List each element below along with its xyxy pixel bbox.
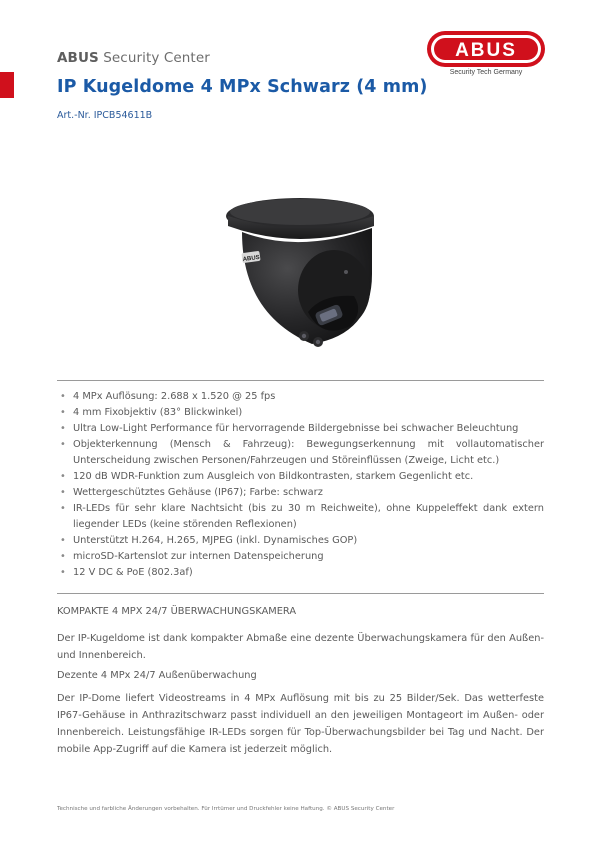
list-item: • 4 mm Fixobjektiv (83° Blickwinkel) [60, 407, 243, 418]
brand-suffix: Security Center [98, 50, 210, 66]
list-item: • Wettergeschütztes Gehäuse (IP67); Farbe: schwarz [60, 487, 323, 498]
list-item: • Unterstützt H.264, H.265, MJPEG (inkl. Dynamisches GOP) [60, 535, 358, 546]
logo-wordmark: ABUS [455, 40, 517, 61]
feature-list [60, 389, 544, 581]
brand-name: ABUS [57, 50, 99, 66]
dome-camera-image [222, 194, 382, 358]
divider-top [57, 380, 544, 381]
footer-disclaimer: Technische und farbliche Änderungen vorbehalten. Für Irrtümer und Druckfehler keine Haftung. © ABUS Security Center [57, 806, 395, 812]
description-heading: KOMPAKTE 4 MPX 24/7 ÜBERWACHUNGSKAMERA [57, 606, 297, 617]
description-intro: Der IP-Kugeldome ist dank kompakter Abmaße eine dezente Überwachungskamera für den Außen- und Innenbereich. [57, 633, 544, 661]
article-number: Art.-Nr. IPCB54611B [57, 110, 153, 121]
brand-line [57, 50, 210, 66]
list-item: • 12 V DC & PoE (802.3af) [60, 567, 193, 578]
list-item: • Ultra Low-Light Performance für hervorragende Bildergebnisse bei schwacher Beleuchtung [60, 423, 519, 434]
list-item: • 4 MPx Auflösung: 2.688 x 1.520 @ 25 fps [60, 391, 276, 402]
list-item: • IR-LEDs für sehr klare Nachtsicht (bis zu 30 m Reichweite), ohne Kuppeleffekt dank extern liegender LEDs (keine störenden Reflexionen) [60, 503, 544, 530]
description-body: Der IP-Dome liefert Videostreams in 4 MPx Auflösung mit bis zu 25 Bilder/Sek. Das wetterfeste IP67-Gehäuse in Anthrazitschwarz passt individuell an den jeweiligen Montageort im Außen- oder Innenbereich. Leistungsfähige IR-LEDs sorgen für Top-Überwachungsbilder bei Tag und Nacht. Der mobile App-Zugriff auf die Kamera ist jederzeit möglich. [57, 693, 544, 755]
red-accent-tab [0, 72, 14, 98]
list-item: • 120 dB WDR-Funktion zum Ausgleich von Bildkontrasten, starkem Gegenlicht etc. [60, 471, 474, 482]
list-item: • microSD-Kartenslot zur internen Datenspeicherung [60, 551, 324, 562]
logo-tagline: Security Tech Germany [449, 69, 523, 76]
divider-bottom [57, 593, 544, 594]
list-item: • Objekterkennung (Mensch & Fahrzeug): Bewegungserkennung mit vollautomatischer Unterscheidung zwischen Personen/Fahrzeugen und Störeinflüssen (Zweige, Licht etc.) [60, 439, 544, 466]
description-subheading: Dezente 4 MPx 24/7 Außenüberwachung [57, 670, 257, 681]
camera-label: ABUS [242, 254, 261, 264]
page-title: IP Kugeldome 4 MPx Schwarz (4 mm) [57, 77, 428, 97]
